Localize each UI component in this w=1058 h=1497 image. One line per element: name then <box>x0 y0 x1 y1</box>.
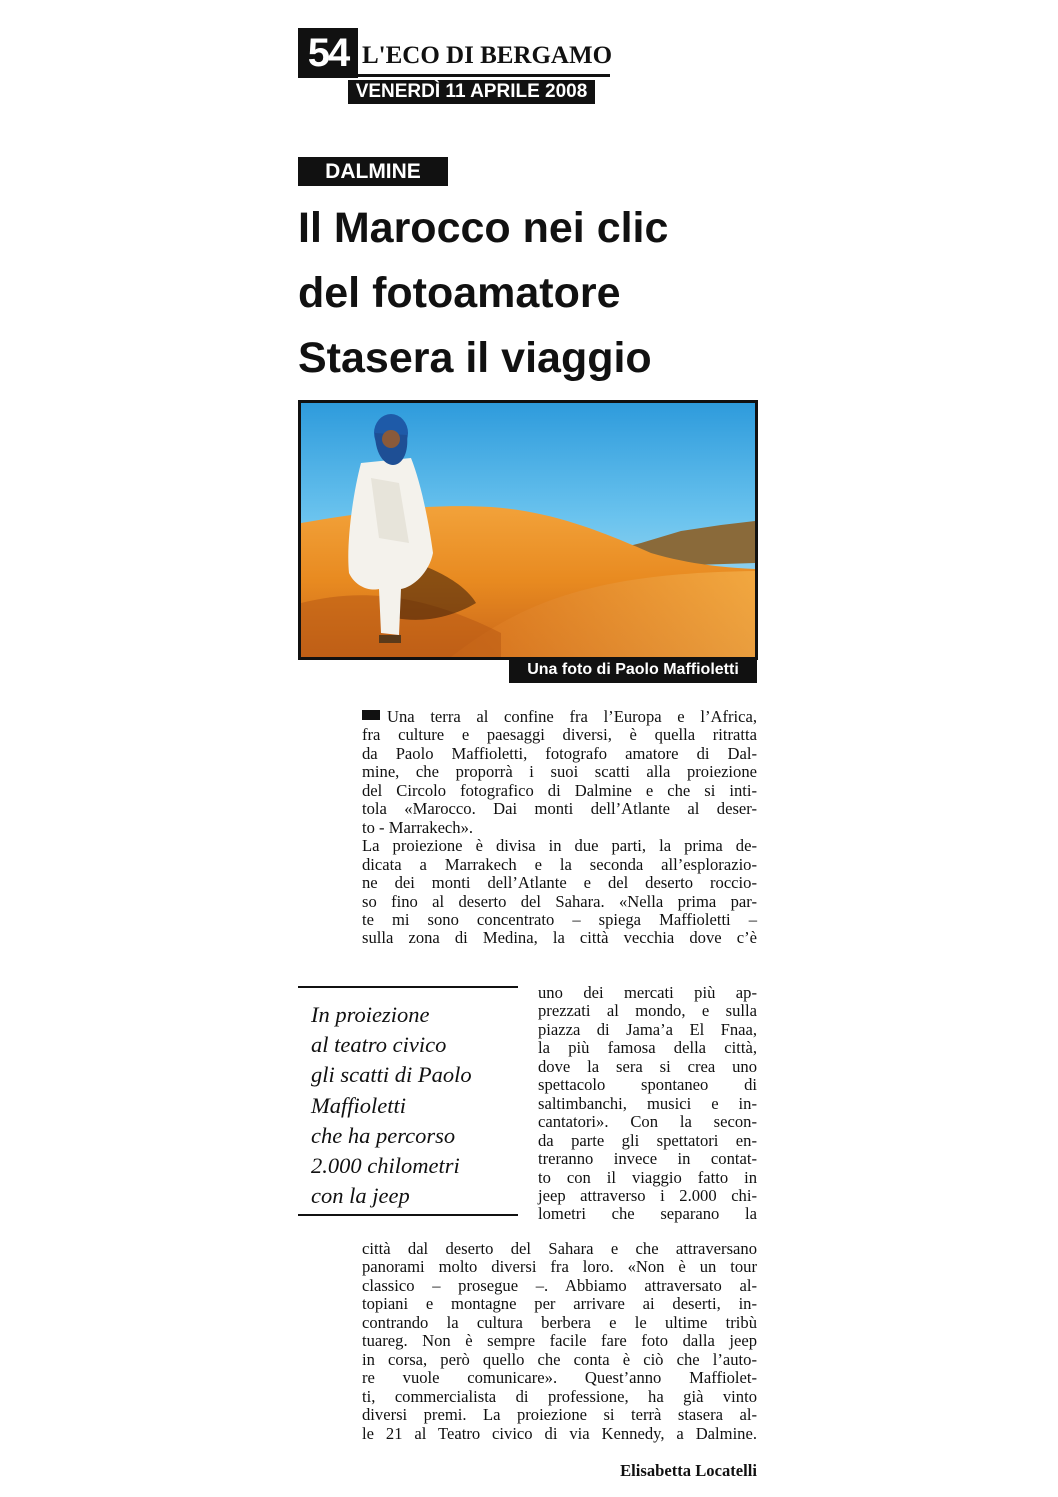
pull-quote <box>298 986 518 1216</box>
section-label: DALMINE <box>298 157 448 186</box>
body-line: topiani e montagne per arrivare ai deserti, in- <box>362 1294 757 1314</box>
headline-line: Il Marocco nei clic <box>298 204 669 252</box>
pull-quote-line: gli scatti di Paolo <box>311 1062 472 1088</box>
body-line: da parte gli spettatori en- <box>538 1130 757 1150</box>
body-line: prezzati al mondo, e sulla <box>538 1001 757 1021</box>
body-line: lometri che separano la <box>538 1204 757 1224</box>
body-line: La proiezione è divisa in due parti, la prima de- <box>362 836 757 856</box>
body-line: saltimbanchi, musici e in- <box>538 1093 757 1113</box>
lead-marker <box>362 710 380 720</box>
body-line: fra culture e paesaggi diversi, è quella ritratta <box>362 725 757 745</box>
body-line: piazza di Jama’a El Fnaa, <box>538 1019 757 1039</box>
body-line: spettacolo spontaneo di <box>538 1075 757 1095</box>
pull-quote-line: al teatro civico <box>311 1032 447 1058</box>
body-line: ti, commercialista di professione, ha già vinto <box>362 1386 757 1406</box>
article-body-column-top <box>362 708 757 948</box>
desert-photo-illustration <box>301 403 755 657</box>
body-line: classico – prosegue –. Abbiamo attraversato al- <box>362 1275 757 1295</box>
headline-line: Stasera il viaggio <box>298 334 652 382</box>
body-line: ne dei monti dell’Atlante e del deserto roccio- <box>362 873 757 893</box>
body-line: so fino al deserto del Sahara. «Nella prima par- <box>362 891 757 911</box>
article-body-column-narrow <box>538 984 757 1224</box>
body-line: contrando la cultura berbera e le ultime tribù <box>362 1312 757 1332</box>
body-line: la più famosa della città, <box>538 1038 757 1058</box>
article-photo <box>298 400 758 660</box>
pull-quote-line: 2.000 chilometri <box>311 1153 460 1179</box>
body-line: dicata a Marrakech e la seconda all’esplorazio- <box>362 854 757 874</box>
masthead-rule <box>358 74 610 77</box>
pull-quote-line: che ha percorso <box>311 1122 456 1148</box>
headline <box>298 196 778 391</box>
body-line: uno dei mercati più ap- <box>538 983 757 1002</box>
body-line: da Paolo Maffioletti, fotografo amatore di Dal- <box>362 743 757 763</box>
body-line: te mi sono concentrato – spiega Maffioletti – <box>362 909 757 929</box>
body-line: Una terra al confine fra l’Europa e l’Africa, <box>362 708 757 726</box>
body-line: diversi premi. La proiezione si terrà stasera al- <box>362 1405 757 1425</box>
body-line: cantatori». Con la secon- <box>538 1112 757 1132</box>
body-line: città dal deserto del Sahara e che attraversano <box>362 1239 757 1258</box>
body-line: mine, che proporrà i suoi scatti alla proiezione <box>362 762 757 782</box>
newspaper-name: L'ECO DI BERGAMO <box>362 42 613 69</box>
pull-quote-line: con la jeep <box>311 1183 410 1209</box>
body-line: le 21 al Teatro civico di via Kennedy, a Dalmine. <box>362 1423 757 1443</box>
pull-quote-line: In proiezione <box>311 1002 430 1027</box>
body-line: to - Marrakech». <box>362 817 474 837</box>
body-line: to con il viaggio fatto in <box>538 1167 757 1187</box>
body-line: sulla zona di Medina, la città vecchia dove c’è <box>362 928 757 948</box>
body-line: dove la sera si crea uno <box>538 1056 757 1076</box>
body-line: jeep attraverso i 2.000 chi- <box>538 1185 757 1205</box>
body-line: treranno invece in contat- <box>538 1149 757 1169</box>
masthead <box>298 28 613 104</box>
issue-date: VENERDÌ 11 APRILE 2008 <box>348 80 595 104</box>
body-line: tuareg. Non è sempre facile fare foto dalla jeep <box>362 1331 757 1351</box>
body-line: panorami molto diversi fra loro. «Non è un tour <box>362 1257 757 1277</box>
body-line: del Circolo fotografico di Dalmine e che si inti- <box>362 780 757 800</box>
byline: Elisabetta Locatelli <box>620 1461 757 1480</box>
photo-caption: Una foto di Paolo Maffioletti <box>509 657 757 683</box>
article-body-column-bottom <box>362 1240 757 1443</box>
headline-line: del fotoamatore <box>298 269 621 317</box>
body-line: tola «Marocco. Dai monti dell’Atlante al deser- <box>362 799 757 819</box>
pull-quote-line: Maffioletti <box>311 1092 406 1118</box>
body-line: re vuole comunicare». Quest’anno Maffiolet- <box>362 1368 757 1388</box>
page-number: 54 <box>298 28 358 78</box>
body-line: in corsa, però quello che conta è ciò che l’auto- <box>362 1349 757 1369</box>
